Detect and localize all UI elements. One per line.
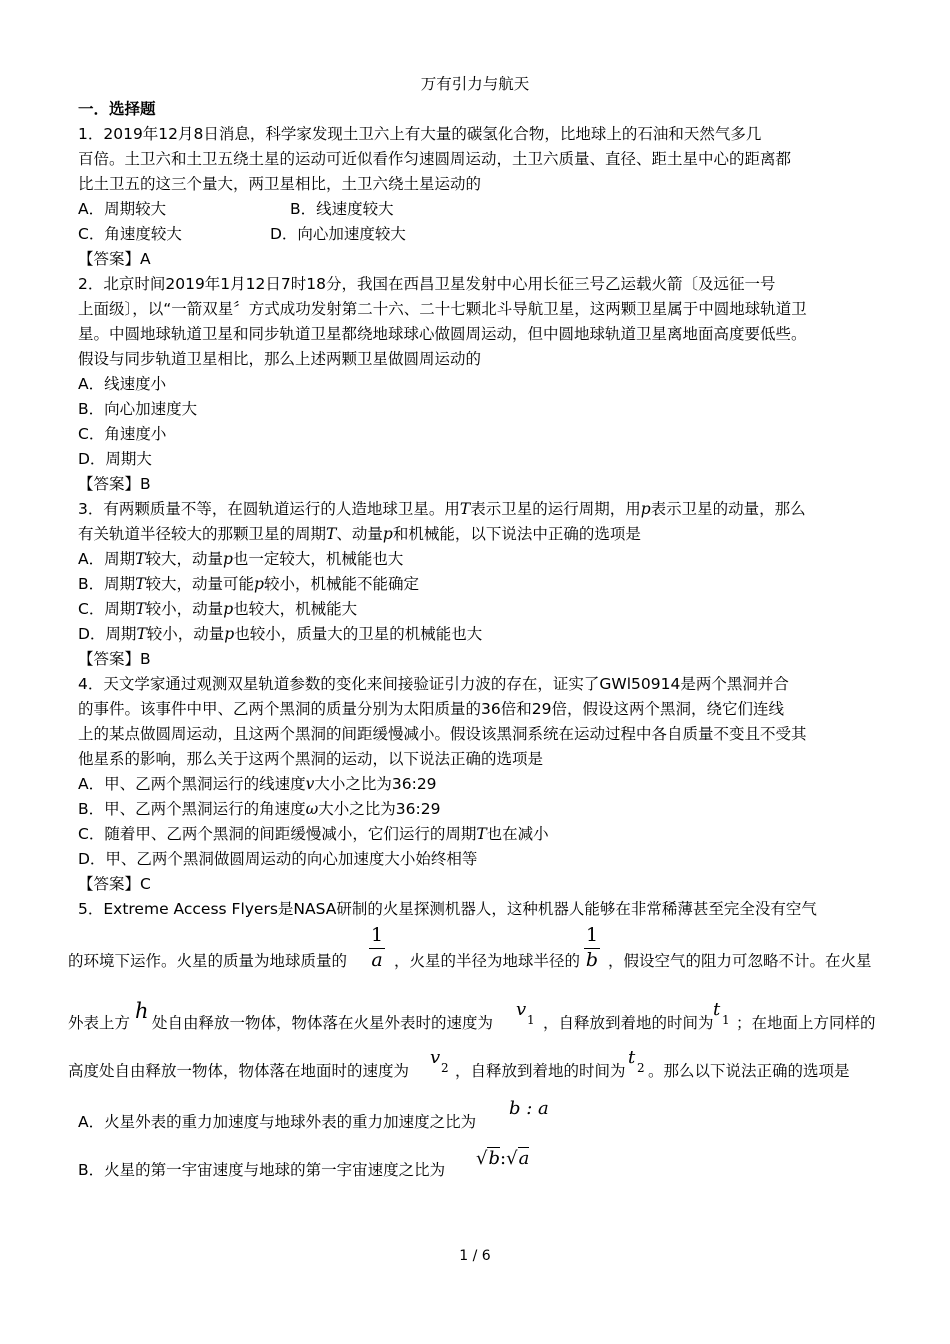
q5-stem-line-2-part-1: 的环境下运作。火星的质量为地球质量的 [68,952,348,970]
q4-stem-line-2: 的事件。该事件中甲、乙两个黑洞的质量分别为太阳质量的36倍和29倍，假设这两个黑洞，绕它们连线 [78,700,784,718]
q1-option-c: C．角速度较大 [78,225,182,243]
q5-stem-line-1: 5．Extreme Access Flyers是NASA研制的火星探测机器人，这种机器人能够在非常稀薄甚至完全没有空气 [78,900,817,918]
q2-stem-line-1: 2．北京时间2019年1月12日7时18分，我国在西昌卫星发射中心用长征三号乙运载火箭〔及远征一号 [78,275,776,293]
q5-stem-line-3-part-2: 处自由释放一物体，物体落在火星外表时的速度为 [152,1014,494,1032]
q5-stem-line-2-part-2: ，火星的半径为地球半径的 [394,952,581,970]
symbol-t1-subscript: 1 [722,1013,730,1027]
q2-stem-line-4: 假设与同步轨道卫星相比，那么上述两颗卫星做圆周运动的 [78,350,482,368]
symbol-v1-subscript: 1 [527,1013,535,1027]
q5-option-b: B．火星的第一宇宙速度与地球的第一宇宙速度之比为 [78,1161,446,1179]
q4-option-b: B．甲、乙两个黑洞运行的角速度ω大小之比为36:29 [78,800,441,818]
q4-stem-line-1: 4．天文学家通过观测双星轨道参数的变化来间接验证引力波的存在，证实了GWl50914是两个黑洞并合 [78,675,789,693]
symbol-t2: t [628,1047,636,1068]
q5-stem-line-3-part-3: ，自释放到着地的时间为 [543,1014,714,1032]
q4-stem-line-3: 上的某点做圆周运动，且这两个黑洞的间距缓慢减小。假设该黑洞系统在运动过程中各自质量不变且不受其 [78,725,807,743]
section-heading: 一．选择题 [78,100,156,118]
q1-option-a: A．周期较大 [78,200,167,218]
q2-option-d: D．周期大 [78,450,152,468]
q1-option-d: D．向心加速度较大 [270,225,406,243]
symbol-v1: v [516,999,527,1020]
symbol-h: h [135,999,149,1023]
q2-stem-line-3: 星。中圆地球轨道卫星和同步轨道卫星都绕地球球心做圆周运动，但中圆地球轨道卫星离地面高度要低些。 [78,325,807,343]
q3-option-d: D．周期T较小，动量p也较小，质量大的卫星的机械能也大 [78,625,483,643]
q3-stem-line-2: 有关轨道半径较大的那颗卫星的周期T、动量p和机械能，以下说法中正确的选项是 [78,525,641,543]
q4-option-c: C．随着甲、乙两个黑洞的间距缓慢减小，它们运行的周期T也在减小 [78,825,549,843]
q5-stem-line-3-part-1: 外表上方 [68,1014,131,1032]
q4-option-a: A．甲、乙两个黑洞运行的线速度v大小之比为36:29 [78,775,437,793]
page-title: 万有引力与航天 [420,75,530,93]
q5-stem-line-4-part-1: 高度处自由释放一物体，物体落在地面时的速度为 [68,1062,410,1080]
q2-option-b: B．向心加速度大 [78,400,198,418]
q4-answer: 【答案】C [78,875,151,893]
q3-option-b: B．周期T较大，动量可能p较小，机械能不能确定 [78,575,419,593]
q5-stem-line-4-part-3: 。那么以下说法正确的选项是 [648,1062,850,1080]
q3-option-c: C．周期T较小，动量p也较大，机械能大 [78,600,358,618]
q4-option-d: D．甲、乙两个黑洞做圆周运动的向心加速度大小始终相等 [78,850,478,868]
fraction-one-over-a: 1 a [370,924,384,971]
q5-option-a: A．火星外表的重力加速度与地球外表的重力加速度之比为 [78,1113,477,1131]
symbol-v2: v [430,1047,441,1068]
q1-stem-line-2: 百倍。土卫六和土卫五绕土星的运动可近似看作匀速圆周运动，土卫六质量、直径、距土星中心的距离都 [78,150,792,168]
symbol-t1: t [713,999,721,1020]
ratio-b-to-a: b : a [509,1098,549,1119]
q3-answer: 【答案】B [78,650,151,668]
symbol-v2-subscript: 2 [441,1061,449,1075]
q5-stem-line-4-part-2: ，自释放到着地的时间为 [455,1062,626,1080]
page-number: 1 / 6 [459,1248,491,1264]
q1-stem-line-3: 比土卫五的这三个量大，两卫星相比，土卫六绕土星运动的 [78,175,482,193]
q1-option-b: B．线速度较大 [290,200,394,218]
q5-stem-line-2-part-3: ，假设空气的阻力可忽略不计。在火星 [608,952,872,970]
fraction-one-over-b: 1 b [585,924,599,971]
q3-option-a: A．周期T较大，动量p也一定较大，机械能也大 [78,550,404,568]
q2-option-c: C．角速度小 [78,425,167,443]
q1-answer: 【答案】A [78,250,151,268]
q4-stem-line-4: 他星系的影响，那么关于这两个黑洞的运动，以下说法正确的选项是 [78,750,544,768]
q3-stem-line-1: 3．有两颗质量不等，在圆轨道运行的人造地球卫星。用T表示卫星的运行周期，用p表示卫星的动量，那么 [78,500,806,518]
q2-option-a: A．线速度小 [78,375,167,393]
ratio-sqrt-b-to-sqrt-a: √b:√a [476,1148,530,1169]
symbol-t2-subscript: 2 [637,1061,645,1075]
q1-stem-line-1: 1．2019年12月8日消息，科学家发现土卫六上有大量的碳氢化合物，比地球上的石油和天然气多几 [78,125,762,143]
q2-answer: 【答案】B [78,475,151,493]
q5-stem-line-3-part-4: ；在地面上方同样的 [736,1014,876,1032]
q2-stem-line-2: 上面级〕，以“一箭双星〞方式成功发射第二十六、二十七颗北斗导航卫星，这两颗卫星属于中圆地球轨道卫 [78,300,807,318]
